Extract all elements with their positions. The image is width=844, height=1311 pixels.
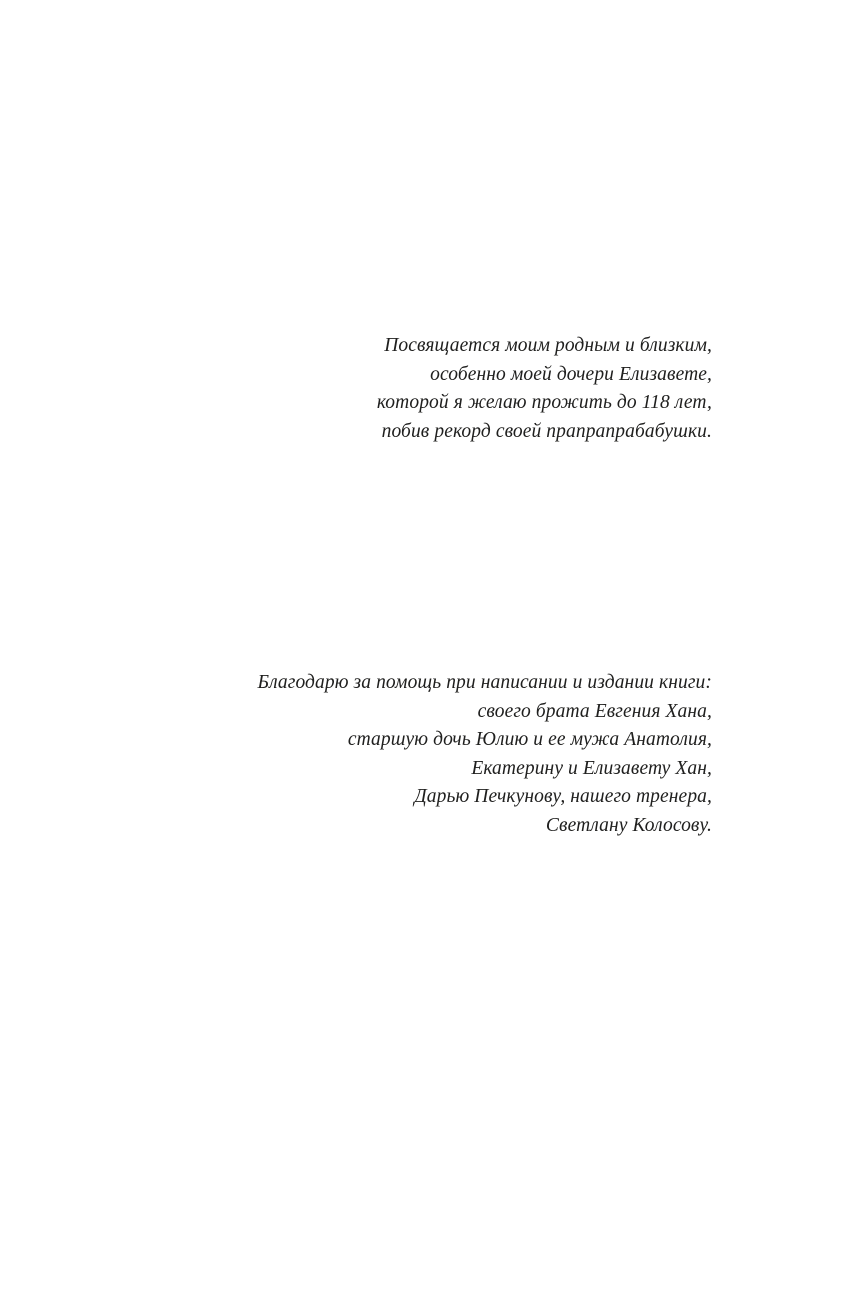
acknowledgements-line-3: старшую дочь Юлию и ее мужа Анатолия, — [347, 729, 712, 751]
acknowledgements-line-4: Екатерину и Елизавету Хан, — [471, 757, 712, 779]
dedication-block — [134, 332, 712, 446]
dedication-line-1: Посвящается моим родным и близким, — [384, 335, 712, 356]
dedication-line-3: которой я желаю прожить до 118 лет, — [376, 392, 712, 414]
acknowledgements-line-6: Светлану Колосову. — [545, 814, 712, 836]
acknowledgements-block — [134, 669, 712, 841]
acknowledgements-line-5: Дарью Печкунову, нашего тренера, — [414, 786, 712, 808]
acknowledgements-line-1: Благодарю за помощь при написании и издании книги: — [257, 672, 712, 693]
dedication-line-2: особенно моей дочери Елизавете, — [430, 363, 712, 385]
dedication-line-4: побив рекорд своей прапрапрабабушки. — [381, 420, 712, 442]
acknowledgements-line-2: своего брата Евгения Хана, — [477, 700, 712, 722]
